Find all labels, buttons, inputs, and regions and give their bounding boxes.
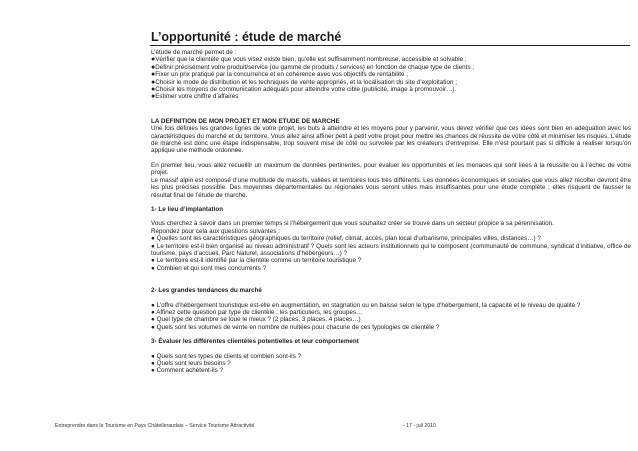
bullet-icon: ● xyxy=(151,301,157,309)
list-item: ● Quels sont leurs besoins ? xyxy=(151,360,231,367)
list-item: ●Vérifier que la clientèle que vous visez existe bien, qu’elle est suffisamment nombreuse, accessible et solvable ; xyxy=(151,56,467,64)
list-item: ● Le territoire est-il bien organisé au niveau administratif ? Quels sont les acteurs institutionnels qui le composent (communauté de commune, syndicat d’initiative, office de tourisme, pays d’accueil, Parc Naturel, associations d’hébergeurs…) ? xyxy=(151,242,631,257)
paragraph: Le massif alpin est composé d’une multitude de massifs, vallées et territoires tous très différents. Les données économiques et sociales que vous allez récolter devront être les plus précises possible. Des moyennes départementales ou régionales vous seront utiles mais insuffisantes pour une étude complète ; elles risquent de fausser le résultat final de l’étude de marché. xyxy=(151,176,631,199)
list-item: ●Choisir le mode de distribution et les techniques de vente appropriés, et la localisation du site d’exploitation ; xyxy=(151,78,457,86)
list-item: ●Fixer un prix pratiqué par la concurrence et en cohérence avec vos objectifs de rentabilité ; xyxy=(151,71,408,79)
bullet-icon: ● xyxy=(151,360,157,367)
bullet-icon: ● xyxy=(151,86,156,94)
list-item: ● Quels sont les volumes de vente en nombre de nuitées pour chacune de ces typologies de clientèle ? xyxy=(151,323,440,331)
list-item: ●Définir précisément votre produit/service (ou gamme de produits / services) en fonction de chaque type de clients ; xyxy=(151,63,475,71)
list-item: ● Quelles sont les caractéristiques géographiques du territoire (relief, climat, accès, plan local d’urbanisme, principales villes, distances…) ? xyxy=(151,235,541,243)
page-title: L’opportunité : étude de marché xyxy=(151,30,342,44)
intro-block xyxy=(151,49,631,101)
bullet-icon: ● xyxy=(151,71,156,79)
bullet-icon: ● xyxy=(151,78,156,86)
intro-lead: L’étude de marché permet de : xyxy=(151,49,237,56)
bullet-icon: ● xyxy=(151,323,157,331)
list-item: ● Comment achètent-ils ? xyxy=(151,367,224,375)
bullet-icon: ● xyxy=(151,257,157,265)
list-item: ●Choisir les moyens de communication adéquats pour atteindre votre cible (publicité, image à promouvoir…). xyxy=(151,86,457,94)
bullet-icon: ● xyxy=(151,352,157,360)
list-item: ● Combien et qui sont mes concurrents ? xyxy=(151,264,267,272)
footer-left-text: Entreprendre dans le Tourisme en Pays Châtelleraudais – Service Tourisme Attractivité xyxy=(55,423,255,429)
bullet-icon: ● xyxy=(151,56,156,64)
paragraph: Répondez pour cela aux questions suivantes : xyxy=(151,227,280,235)
bullet-icon: ● xyxy=(151,242,157,250)
section-heading-2: 2- Les grandes tendances du marché xyxy=(151,287,262,295)
section-heading-main: LA DEFINITION DE MON PROJET ET MON ETUDE DE MARCHE xyxy=(151,117,340,125)
paragraph: Vous cherchez à savoir dans un premier temps si l’hébergement que vous souhaitez créer se trouve dans un secteur propice à sa pérennisation. xyxy=(151,220,554,228)
title-underline xyxy=(150,45,630,46)
bullet-icon: ● xyxy=(151,308,157,316)
list-item: ● Affinez cette question par type de clientèle : les particuliers, les groupes… xyxy=(151,308,363,316)
spacer xyxy=(151,346,631,353)
list-item: ●Estimer votre chiffre d’affaires xyxy=(151,93,239,101)
spacer xyxy=(151,272,631,287)
list-item: ● L’offre d’hébergement touristique est-elle en augmentation, en stagnation ou en baisse selon le type d’hébergement, la capacité et le niveau de qualité ? xyxy=(151,301,581,309)
bullet-icon: ● xyxy=(151,264,157,272)
section-heading-3: 3- Évaluer les différentes clientèles potentielles et leur comportement xyxy=(151,338,359,346)
paragraph: En premier lieu, vous allez recueillir un maximum de données pertinentes, pour évaluer les opportunités et les menaces qui sont liées à la réussite ou à l’échec de votre projet. xyxy=(151,161,631,177)
list-item: ● Quels sont les types de clients et combien sont-ils ? xyxy=(151,352,302,360)
spacer xyxy=(151,295,631,302)
spacer xyxy=(151,213,631,220)
bullet-icon: ● xyxy=(151,367,157,375)
bullet-icon: ● xyxy=(151,235,157,243)
section-heading-1: 1- Le lieu d’implantation xyxy=(151,205,224,213)
spacer xyxy=(151,199,631,206)
document-body xyxy=(151,49,631,375)
bullet-icon: ● xyxy=(151,93,156,101)
spacer xyxy=(151,155,631,162)
footer-page-number: - 17 - juil 2010 xyxy=(403,423,436,429)
paragraph: Une fois définies les grandes lignes de votre projet, les buts à atteindre et les moyens pour y parvenir, vous devez vérifier que ces idées sont bien en adéquation avec les caractéristiques du marché et du territoire. Vous allez ainsi affiner petit à petit votre projet pour mettre les chances de réussite de votre côté et minimiser les risques. L’étude de marché est donc une étape indispensable, trop souvent mise de côté ou survolée par les créateurs d’entreprise. Elle n’est pourtant pas si difficile à réaliser lorsqu’on applique une méthode ordonnée. xyxy=(151,125,631,155)
bullet-icon: ● xyxy=(151,63,156,71)
bullet-icon: ● xyxy=(151,316,157,324)
list-item: ● Le territoire est-il identifié par la clientèle comme un territoire touristique ? xyxy=(151,257,362,265)
list-item: ● Quel type de chambre se loue le mieux ? (2 places, 3 places, 4 places…) xyxy=(151,316,361,324)
